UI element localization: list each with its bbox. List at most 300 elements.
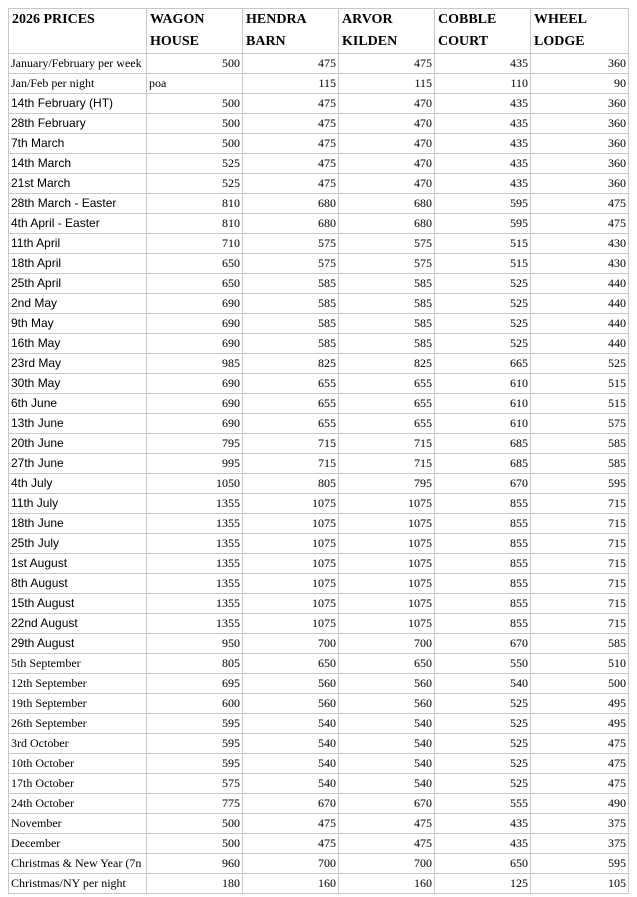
price-cell-hendra-barn: 655 <box>243 394 339 414</box>
price-cell-wagon-house: 710 <box>147 234 243 254</box>
header-hendra-barn-2: BARN <box>243 31 339 54</box>
header-cobble-court-2: COURT <box>435 31 531 54</box>
price-cell-hendra-barn: 575 <box>243 254 339 274</box>
price-cell-cobble-court: 435 <box>435 814 531 834</box>
row-label: 23rd May <box>9 354 147 374</box>
header-row-2 <box>9 31 629 54</box>
row-label: 9th May <box>9 314 147 334</box>
price-cell-cobble-court: 435 <box>435 134 531 154</box>
price-cell-cobble-court: 540 <box>435 674 531 694</box>
table-row <box>9 474 629 494</box>
price-cell-wheel-lodge: 715 <box>531 534 629 554</box>
table-row <box>9 734 629 754</box>
prices-table <box>8 8 629 894</box>
table-row <box>9 674 629 694</box>
price-cell-cobble-court: 550 <box>435 654 531 674</box>
row-label: 14th March <box>9 154 147 174</box>
table-row <box>9 454 629 474</box>
row-label: Christmas & New Year (7n <box>9 854 147 874</box>
row-label: 10th October <box>9 754 147 774</box>
price-cell-cobble-court: 685 <box>435 434 531 454</box>
price-cell-arvor-kilden: 700 <box>339 854 435 874</box>
price-cell-cobble-court: 525 <box>435 714 531 734</box>
price-cell-hendra-barn: 560 <box>243 674 339 694</box>
price-cell-wheel-lodge: 440 <box>531 334 629 354</box>
price-cell-wagon-house: 500 <box>147 114 243 134</box>
price-cell-cobble-court: 595 <box>435 214 531 234</box>
price-cell-cobble-court: 525 <box>435 294 531 314</box>
price-cell-hendra-barn: 1075 <box>243 594 339 614</box>
price-cell-hendra-barn: 585 <box>243 294 339 314</box>
table-row <box>9 714 629 734</box>
price-cell-wagon-house: 500 <box>147 94 243 114</box>
price-cell-hendra-barn: 1075 <box>243 614 339 634</box>
table-row <box>9 294 629 314</box>
price-cell-arvor-kilden: 680 <box>339 194 435 214</box>
price-cell-wheel-lodge: 360 <box>531 114 629 134</box>
price-cell-arvor-kilden: 470 <box>339 154 435 174</box>
row-label: 11th April <box>9 234 147 254</box>
header-row <box>9 9 629 32</box>
price-cell-wheel-lodge: 500 <box>531 674 629 694</box>
price-cell-cobble-court: 435 <box>435 154 531 174</box>
price-cell-arvor-kilden: 585 <box>339 334 435 354</box>
row-label: 17th October <box>9 774 147 794</box>
price-cell-hendra-barn: 805 <box>243 474 339 494</box>
price-cell-arvor-kilden: 715 <box>339 454 435 474</box>
price-cell-wheel-lodge: 595 <box>531 854 629 874</box>
price-cell-hendra-barn: 655 <box>243 374 339 394</box>
price-cell-hendra-barn: 475 <box>243 134 339 154</box>
price-cell-hendra-barn: 700 <box>243 854 339 874</box>
price-cell-wagon-house: 525 <box>147 154 243 174</box>
price-cell-cobble-court: 855 <box>435 594 531 614</box>
table-row <box>9 134 629 154</box>
row-label: 4th July <box>9 474 147 494</box>
price-cell-cobble-court: 555 <box>435 794 531 814</box>
row-label: 15th August <box>9 594 147 614</box>
price-cell-cobble-court: 435 <box>435 174 531 194</box>
price-cell-arvor-kilden: 1075 <box>339 514 435 534</box>
table-row <box>9 434 629 454</box>
price-cell-wagon-house: 810 <box>147 194 243 214</box>
row-label: 7th March <box>9 134 147 154</box>
price-cell-wagon-house: 690 <box>147 374 243 394</box>
price-cell-hendra-barn: 160 <box>243 874 339 894</box>
table-row <box>9 234 629 254</box>
table-row <box>9 94 629 114</box>
price-cell-cobble-court: 855 <box>435 554 531 574</box>
price-cell-wheel-lodge: 475 <box>531 754 629 774</box>
price-cell-arvor-kilden: 650 <box>339 654 435 674</box>
price-cell-arvor-kilden: 540 <box>339 754 435 774</box>
header-cobble-court: COBBLE <box>435 9 531 32</box>
price-cell-hendra-barn: 585 <box>243 274 339 294</box>
row-label: 26th September <box>9 714 147 734</box>
price-cell-wheel-lodge: 715 <box>531 574 629 594</box>
header-hendra-barn: HENDRA <box>243 9 339 32</box>
price-cell-wagon-house: 950 <box>147 634 243 654</box>
table-row <box>9 814 629 834</box>
price-cell-arvor-kilden: 470 <box>339 174 435 194</box>
price-cell-arvor-kilden: 1075 <box>339 554 435 574</box>
row-label: 25th April <box>9 274 147 294</box>
row-label: 22nd August <box>9 614 147 634</box>
row-label: 21st March <box>9 174 147 194</box>
price-cell-wheel-lodge: 90 <box>531 74 629 94</box>
price-cell-wagon-house: 690 <box>147 314 243 334</box>
table-row <box>9 214 629 234</box>
price-cell-wagon-house: 595 <box>147 754 243 774</box>
table-row <box>9 334 629 354</box>
price-cell-wagon-house: 180 <box>147 874 243 894</box>
row-label: December <box>9 834 147 854</box>
row-label: 3rd October <box>9 734 147 754</box>
price-cell-wheel-lodge: 715 <box>531 514 629 534</box>
price-cell-wheel-lodge: 585 <box>531 434 629 454</box>
price-cell-hendra-barn: 700 <box>243 634 339 654</box>
price-cell-arvor-kilden: 1075 <box>339 494 435 514</box>
price-cell-hendra-barn: 585 <box>243 314 339 334</box>
price-cell-cobble-court: 435 <box>435 94 531 114</box>
price-cell-arvor-kilden: 575 <box>339 234 435 254</box>
table-row <box>9 154 629 174</box>
price-cell-wagon-house: 500 <box>147 834 243 854</box>
price-cell-wheel-lodge: 595 <box>531 474 629 494</box>
price-cell-hendra-barn: 475 <box>243 54 339 74</box>
row-label: 28th February <box>9 114 147 134</box>
price-cell-cobble-court: 670 <box>435 474 531 494</box>
price-cell-cobble-court: 125 <box>435 874 531 894</box>
price-cell-arvor-kilden: 715 <box>339 434 435 454</box>
table-row <box>9 274 629 294</box>
table-row <box>9 594 629 614</box>
price-cell-wheel-lodge: 495 <box>531 714 629 734</box>
table-row <box>9 854 629 874</box>
table-row <box>9 654 629 674</box>
price-cell-hendra-barn: 475 <box>243 834 339 854</box>
table-row <box>9 574 629 594</box>
price-cell-cobble-court: 610 <box>435 374 531 394</box>
price-cell-wheel-lodge: 715 <box>531 614 629 634</box>
row-label: 18th June <box>9 514 147 534</box>
price-cell-arvor-kilden: 470 <box>339 94 435 114</box>
price-cell-wheel-lodge: 475 <box>531 734 629 754</box>
table-row <box>9 554 629 574</box>
row-label: 28th March - Easter <box>9 194 147 214</box>
row-label: 12th September <box>9 674 147 694</box>
price-cell-arvor-kilden: 655 <box>339 414 435 434</box>
price-cell-wheel-lodge: 440 <box>531 294 629 314</box>
price-cell-wheel-lodge: 375 <box>531 814 629 834</box>
table-row <box>9 514 629 534</box>
header-title: 2026 PRICES <box>9 9 147 32</box>
row-label: Christmas/NY per night <box>9 874 147 894</box>
price-cell-hendra-barn: 540 <box>243 734 339 754</box>
price-cell-wagon-house: 1355 <box>147 574 243 594</box>
price-cell-hendra-barn: 475 <box>243 814 339 834</box>
price-cell-wheel-lodge: 585 <box>531 454 629 474</box>
price-cell-hendra-barn: 1075 <box>243 514 339 534</box>
price-cell-wagon-house: 1355 <box>147 594 243 614</box>
row-label: November <box>9 814 147 834</box>
price-cell-arvor-kilden: 655 <box>339 374 435 394</box>
price-cell-cobble-court: 525 <box>435 314 531 334</box>
table-row <box>9 374 629 394</box>
header-wheel-lodge: WHEEL <box>531 9 629 32</box>
price-cell-wagon-house: 775 <box>147 794 243 814</box>
row-label: 2nd May <box>9 294 147 314</box>
price-cell-cobble-court: 110 <box>435 74 531 94</box>
price-cell-arvor-kilden: 115 <box>339 74 435 94</box>
price-cell-wagon-house: 1355 <box>147 534 243 554</box>
price-cell-cobble-court: 525 <box>435 274 531 294</box>
price-cell-arvor-kilden: 560 <box>339 694 435 714</box>
table-row <box>9 394 629 414</box>
price-cell-wheel-lodge: 475 <box>531 214 629 234</box>
prices-table-body <box>9 54 629 894</box>
price-cell-wagon-house: 690 <box>147 294 243 314</box>
price-cell-arvor-kilden: 795 <box>339 474 435 494</box>
price-cell-wheel-lodge: 510 <box>531 654 629 674</box>
table-row <box>9 354 629 374</box>
row-label: 13th June <box>9 414 147 434</box>
price-cell-arvor-kilden: 575 <box>339 254 435 274</box>
price-cell-arvor-kilden: 700 <box>339 634 435 654</box>
table-row <box>9 634 629 654</box>
price-cell-wheel-lodge: 715 <box>531 594 629 614</box>
price-cell-hendra-barn: 540 <box>243 754 339 774</box>
price-cell-wagon-house: 600 <box>147 694 243 714</box>
price-cell-wheel-lodge: 715 <box>531 554 629 574</box>
price-cell-wheel-lodge: 375 <box>531 834 629 854</box>
price-cell-hendra-barn: 475 <box>243 154 339 174</box>
table-row <box>9 834 629 854</box>
price-cell-wagon-house: 650 <box>147 254 243 274</box>
header-arvor-kilden: ARVOR <box>339 9 435 32</box>
price-cell-wagon-house: 695 <box>147 674 243 694</box>
price-cell-cobble-court: 855 <box>435 574 531 594</box>
price-cell-hendra-barn: 1075 <box>243 494 339 514</box>
price-cell-arvor-kilden: 475 <box>339 814 435 834</box>
price-cell-wagon-house: 690 <box>147 414 243 434</box>
table-row <box>9 54 629 74</box>
price-cell-wagon-house: 995 <box>147 454 243 474</box>
row-label: 16th May <box>9 334 147 354</box>
row-label: 8th August <box>9 574 147 594</box>
price-cell-cobble-court: 610 <box>435 414 531 434</box>
row-label: 5th September <box>9 654 147 674</box>
price-cell-cobble-court: 685 <box>435 454 531 474</box>
price-cell-hendra-barn: 650 <box>243 654 339 674</box>
price-cell-arvor-kilden: 475 <box>339 54 435 74</box>
table-row <box>9 754 629 774</box>
row-label: 18th April <box>9 254 147 274</box>
row-label: 19th September <box>9 694 147 714</box>
price-cell-wagon-house: 960 <box>147 854 243 874</box>
table-row <box>9 174 629 194</box>
price-cell-wagon-house: 810 <box>147 214 243 234</box>
price-cell-wagon-house: 595 <box>147 714 243 734</box>
price-cell-wagon-house: 525 <box>147 174 243 194</box>
price-cell-wagon-house: 805 <box>147 654 243 674</box>
price-cell-wagon-house: 595 <box>147 734 243 754</box>
price-cell-arvor-kilden: 470 <box>339 114 435 134</box>
header-title-2 <box>9 31 147 54</box>
price-cell-wagon-house: 575 <box>147 774 243 794</box>
price-cell-wheel-lodge: 360 <box>531 54 629 74</box>
price-cell-cobble-court: 435 <box>435 114 531 134</box>
table-row <box>9 794 629 814</box>
price-cell-cobble-court: 525 <box>435 734 531 754</box>
price-cell-wagon-house: poa <box>147 74 243 94</box>
price-cell-wheel-lodge: 495 <box>531 694 629 714</box>
price-cell-arvor-kilden: 470 <box>339 134 435 154</box>
price-cell-wheel-lodge: 525 <box>531 354 629 374</box>
price-cell-hendra-barn: 1075 <box>243 574 339 594</box>
price-cell-wheel-lodge: 440 <box>531 314 629 334</box>
price-cell-hendra-barn: 715 <box>243 454 339 474</box>
price-cell-wagon-house: 690 <box>147 394 243 414</box>
price-cell-arvor-kilden: 680 <box>339 214 435 234</box>
price-cell-arvor-kilden: 1075 <box>339 594 435 614</box>
header-wheel-lodge-2: LODGE <box>531 31 629 54</box>
price-cell-arvor-kilden: 655 <box>339 394 435 414</box>
header-wagon-house-2: HOUSE <box>147 31 243 54</box>
price-cell-wheel-lodge: 715 <box>531 494 629 514</box>
table-row <box>9 614 629 634</box>
price-cell-arvor-kilden: 1075 <box>339 574 435 594</box>
row-label: 29th August <box>9 634 147 654</box>
price-cell-wheel-lodge: 440 <box>531 274 629 294</box>
price-cell-cobble-court: 855 <box>435 514 531 534</box>
price-cell-cobble-court: 855 <box>435 534 531 554</box>
price-cell-cobble-court: 525 <box>435 774 531 794</box>
price-cell-wheel-lodge: 360 <box>531 174 629 194</box>
header-wagon-house: WAGON <box>147 9 243 32</box>
table-row <box>9 874 629 894</box>
price-cell-arvor-kilden: 825 <box>339 354 435 374</box>
price-cell-wagon-house: 1355 <box>147 514 243 534</box>
price-cell-hendra-barn: 680 <box>243 194 339 214</box>
price-cell-hendra-barn: 585 <box>243 334 339 354</box>
price-cell-wheel-lodge: 360 <box>531 94 629 114</box>
row-label: 25th July <box>9 534 147 554</box>
price-cell-cobble-court: 595 <box>435 194 531 214</box>
price-cell-wagon-house: 500 <box>147 814 243 834</box>
table-row <box>9 114 629 134</box>
price-cell-wheel-lodge: 515 <box>531 394 629 414</box>
price-cell-arvor-kilden: 585 <box>339 294 435 314</box>
price-cell-hendra-barn: 575 <box>243 234 339 254</box>
price-cell-hendra-barn: 475 <box>243 114 339 134</box>
price-cell-wheel-lodge: 430 <box>531 234 629 254</box>
table-row <box>9 194 629 214</box>
row-label: 6th June <box>9 394 147 414</box>
price-cell-arvor-kilden: 540 <box>339 714 435 734</box>
price-cell-hendra-barn: 1075 <box>243 554 339 574</box>
row-label: 11th July <box>9 494 147 514</box>
price-cell-hendra-barn: 1075 <box>243 534 339 554</box>
row-label: 1st August <box>9 554 147 574</box>
price-cell-wagon-house: 1355 <box>147 494 243 514</box>
price-cell-hendra-barn: 715 <box>243 434 339 454</box>
price-cell-arvor-kilden: 540 <box>339 734 435 754</box>
price-cell-wheel-lodge: 490 <box>531 794 629 814</box>
table-row <box>9 74 629 94</box>
price-cell-hendra-barn: 670 <box>243 794 339 814</box>
table-row <box>9 314 629 334</box>
price-cell-wheel-lodge: 585 <box>531 634 629 654</box>
price-cell-arvor-kilden: 475 <box>339 834 435 854</box>
table-row <box>9 494 629 514</box>
price-cell-hendra-barn: 655 <box>243 414 339 434</box>
row-label: 20th June <box>9 434 147 454</box>
price-cell-wagon-house: 1355 <box>147 554 243 574</box>
row-label: 30th May <box>9 374 147 394</box>
price-cell-cobble-court: 515 <box>435 254 531 274</box>
price-cell-hendra-barn: 475 <box>243 94 339 114</box>
price-cell-wheel-lodge: 515 <box>531 374 629 394</box>
price-cell-wagon-house: 985 <box>147 354 243 374</box>
price-cell-arvor-kilden: 160 <box>339 874 435 894</box>
price-cell-cobble-court: 665 <box>435 354 531 374</box>
price-cell-wheel-lodge: 105 <box>531 874 629 894</box>
price-cell-wagon-house: 650 <box>147 274 243 294</box>
price-cell-arvor-kilden: 560 <box>339 674 435 694</box>
price-cell-arvor-kilden: 585 <box>339 274 435 294</box>
price-cell-hendra-barn: 540 <box>243 714 339 734</box>
table-row <box>9 534 629 554</box>
price-cell-cobble-court: 855 <box>435 614 531 634</box>
price-cell-wheel-lodge: 360 <box>531 154 629 174</box>
table-row <box>9 254 629 274</box>
price-cell-wagon-house: 500 <box>147 134 243 154</box>
price-cell-cobble-court: 855 <box>435 494 531 514</box>
price-cell-hendra-barn: 540 <box>243 774 339 794</box>
price-cell-wheel-lodge: 360 <box>531 134 629 154</box>
row-label: 14th February (HT) <box>9 94 147 114</box>
table-row <box>9 414 629 434</box>
header-arvor-kilden-2: KILDEN <box>339 31 435 54</box>
price-cell-cobble-court: 525 <box>435 694 531 714</box>
price-cell-wheel-lodge: 475 <box>531 774 629 794</box>
price-cell-hendra-barn: 560 <box>243 694 339 714</box>
price-cell-wagon-house: 795 <box>147 434 243 454</box>
row-label: Jan/Feb per night <box>9 74 147 94</box>
price-cell-arvor-kilden: 1075 <box>339 614 435 634</box>
price-cell-arvor-kilden: 540 <box>339 774 435 794</box>
price-cell-wheel-lodge: 430 <box>531 254 629 274</box>
price-cell-cobble-court: 435 <box>435 834 531 854</box>
price-cell-arvor-kilden: 585 <box>339 314 435 334</box>
price-cell-hendra-barn: 680 <box>243 214 339 234</box>
table-row <box>9 694 629 714</box>
row-label: 27th June <box>9 454 147 474</box>
price-cell-wheel-lodge: 475 <box>531 194 629 214</box>
price-cell-wagon-house: 1355 <box>147 614 243 634</box>
price-cell-hendra-barn: 115 <box>243 74 339 94</box>
price-cell-hendra-barn: 825 <box>243 354 339 374</box>
price-cell-cobble-court: 515 <box>435 234 531 254</box>
price-cell-cobble-court: 610 <box>435 394 531 414</box>
price-cell-arvor-kilden: 670 <box>339 794 435 814</box>
price-cell-wagon-house: 500 <box>147 54 243 74</box>
price-cell-cobble-court: 650 <box>435 854 531 874</box>
price-cell-cobble-court: 525 <box>435 754 531 774</box>
price-cell-wagon-house: 690 <box>147 334 243 354</box>
price-cell-hendra-barn: 475 <box>243 174 339 194</box>
